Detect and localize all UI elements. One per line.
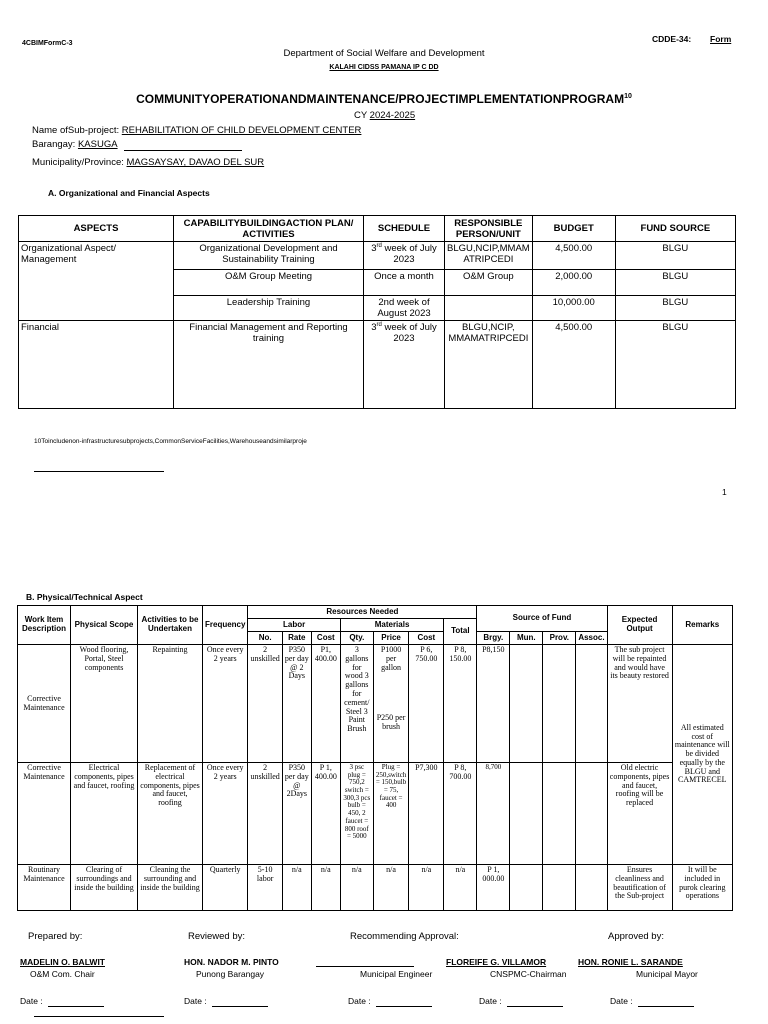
total-cell: P 8, 700.00 — [444, 763, 477, 865]
table-header-row — [19, 216, 736, 242]
barangay-line — [32, 139, 118, 150]
scope-cell: Clearing of surroundings and inside the building — [71, 865, 138, 911]
activities-cell: Cleaning the surrounding and inside the building — [138, 865, 203, 911]
expected-cell: Ensures cleanliness and beautification of the Sub-project — [607, 865, 672, 911]
work-cell: Corrective Maintenance — [18, 763, 71, 865]
schedule-cell: 3rd week of July 2023 — [364, 321, 445, 409]
col-expected: Expected Output — [607, 606, 672, 645]
price-cell: Plug = 250,switch = 150,bulb = 75, faucet = 400 — [373, 763, 409, 865]
schedule-cell: 2nd week of August 2023 — [364, 296, 445, 321]
fund-cell: BLGU — [615, 242, 735, 270]
rate-cell: n/a — [282, 865, 311, 911]
schedule-cell: Once a month — [364, 270, 445, 296]
fund-cell: BLGU — [615, 296, 735, 321]
subproject-label: Name ofSub-project: — [32, 125, 120, 136]
activities-cell: Repainting — [138, 645, 203, 763]
col-total: Total — [444, 619, 477, 645]
lcost-cell: P1, 400.00 — [311, 645, 340, 763]
col-prov: Prov. — [543, 632, 576, 645]
cy-label: CY — [354, 110, 368, 121]
frequency-cell: Once every 2 years — [203, 645, 248, 763]
remarks-cell: It will be included in purok clearing operations — [672, 865, 732, 911]
work-cell: Corrective Maintenance — [18, 645, 71, 763]
section-b-heading: B. Physical/Technical Aspect — [26, 592, 143, 602]
form-label: Form — [710, 34, 732, 44]
table-header-row — [18, 606, 733, 619]
date-field[interactable] — [348, 996, 371, 1006]
responsible-cell: BLGU,NCIP, MMAMATRIPCEDI — [445, 321, 533, 409]
mcost-cell: P 6, 750.00 — [409, 645, 444, 763]
rate-cell: P350 per day @ 2Days — [282, 763, 311, 865]
brgy-cell: 8,700 — [477, 763, 510, 865]
lcost-cell: P 1, 400.00 — [311, 763, 340, 865]
subproject-line — [32, 125, 361, 136]
col-budget: BUDGET — [532, 216, 615, 242]
signatory-name: HON. RONIE L. SARANDE — [578, 957, 683, 967]
budget-cell: 4,500.00 — [532, 242, 615, 270]
aspect-cell: Financial — [19, 321, 174, 409]
program-name: KALAHI CIDSS PAMANA IP C DD — [329, 64, 439, 71]
col-remarks: Remarks — [672, 606, 732, 645]
physical-technical-table — [17, 605, 733, 911]
subproject-value: REHABILITATION OF CHILD DEVELOPMENT CENTER — [121, 125, 362, 136]
mcost-cell: n/a — [409, 865, 444, 911]
date-label: Date : — [184, 996, 207, 1006]
reviewed-label: Reviewed by: — [188, 931, 246, 942]
col-mcost: Cost — [409, 632, 444, 645]
assoc-cell — [576, 865, 607, 911]
table-row — [18, 763, 733, 865]
col-fund-source: FUND SOURCE — [615, 216, 735, 242]
qty-cell: 3 gallons for wood 3 gallons for cement/ Steel 3 Paint Brush — [340, 645, 373, 763]
lcost-cell: n/a — [311, 865, 340, 911]
col-mun: Mun. — [510, 632, 543, 645]
col-activities: Activities to be Undertaken — [138, 606, 203, 645]
section-a-heading: A. Organizational and Financial Aspects — [48, 188, 210, 198]
brgy-cell: P8,150 — [477, 645, 510, 763]
table-row — [18, 645, 733, 763]
table-row — [18, 865, 733, 911]
signatory-role: Municipal Engineer — [360, 969, 433, 979]
prov-cell — [543, 763, 576, 865]
form-code-left: 4CBIMFormC-3 — [22, 40, 73, 47]
date-field[interactable] — [479, 996, 502, 1006]
recommending-label: Recommending Approval: — [350, 931, 459, 942]
activity-cell: Financial Management and Reporting training — [174, 321, 364, 409]
org-financial-table — [18, 215, 736, 409]
col-assoc: Assoc. — [576, 632, 607, 645]
fund-cell: BLGU — [615, 270, 735, 296]
mcost-cell: P7,300 — [409, 763, 444, 865]
remarks-cell: All estimated cost of maintenance will be divided equally by the BLGU and CAMTRECEL — [672, 645, 732, 865]
municipality-value: MAGSAYSAY, DAVAO DEL SUR — [126, 157, 265, 168]
signatory-name: MADELIN O. BALWIT — [20, 957, 105, 967]
col-physical-scope: Physical Scope — [71, 606, 138, 645]
signatory-role: Punong Barangay — [196, 969, 265, 979]
prov-cell — [543, 645, 576, 763]
aspect-cell: Organizational Aspect/ Management — [19, 242, 174, 321]
budget-cell: 4,500.00 — [532, 321, 615, 409]
col-work-item: Work Item Description — [18, 606, 71, 645]
prov-cell — [543, 865, 576, 911]
price-cell: n/a — [373, 865, 409, 911]
approved-label: Approved by: — [608, 931, 664, 942]
col-schedule: SCHEDULE — [364, 216, 445, 242]
date-field[interactable] — [184, 996, 207, 1006]
mun-cell — [510, 763, 543, 865]
qty-cell: n/a — [340, 865, 373, 911]
signatory-role: O&M Com. Chair — [30, 969, 95, 979]
col-materials: Materials — [340, 619, 444, 632]
date-label: Date : — [348, 996, 371, 1006]
date-field[interactable] — [20, 996, 43, 1006]
page-number: 1 — [722, 487, 727, 497]
form-code-right: CDDE-34: — [652, 34, 692, 44]
expected-cell: Old electric components, pipes and faucet, roofing will be replaced — [607, 763, 672, 865]
qty-cell: 3 psc plug = 750,2 switch = 300,3 pcs bulb = 450, 2 faucet = 800 roof = 5000 — [340, 763, 373, 865]
municipality-line — [32, 157, 264, 168]
price-cell — [373, 645, 409, 763]
work-cell: Routinary Maintenance — [18, 865, 71, 911]
cy-line — [354, 110, 415, 121]
mun-cell — [510, 865, 543, 911]
col-brgy: Brgy. — [477, 632, 510, 645]
barangay-value: KASUGA — [77, 139, 118, 150]
fund-cell: BLGU — [615, 321, 735, 409]
signatory-name: HON. NADOR M. PINTO — [184, 957, 279, 967]
scope-cell: Wood flooring, Portal, Steel components — [71, 645, 138, 763]
table-row — [19, 321, 736, 409]
no-cell: 5-10 labor — [248, 865, 282, 911]
date-label: Date : — [610, 996, 633, 1006]
municipality-label: Municipality/Province: — [32, 157, 124, 168]
page-title-text: COMMUNITYOPERATIONANDMAINTENANCE/PROJECTIMPLEMENTATIONPROGRAM — [136, 92, 625, 106]
col-cost: Cost — [311, 632, 340, 645]
expected-cell: The sub project will be repainted and would have its beauty restored — [607, 645, 672, 763]
prepared-label: Prepared by: — [28, 931, 83, 942]
col-responsible: RESPONSIBLE PERSON/UNIT — [445, 216, 533, 242]
cy-value: 2024-2025 — [369, 110, 416, 121]
signatory-name: FLOREIFE G. VILLAMOR — [446, 957, 547, 967]
no-cell: 2 unskilled — [248, 763, 282, 865]
col-aspects: ASPECTS — [19, 216, 174, 242]
title-footnote-mark: 10 — [624, 93, 632, 100]
col-source: Source of Fund — [477, 606, 607, 632]
date-label: Date : — [479, 996, 502, 1006]
footnote: 10Toincludenon-infrastructuresubprojects,CommonServiceFacilities,Warehouseandsimilarproje — [34, 438, 307, 445]
budget-cell: 2,000.00 — [532, 270, 615, 296]
col-frequency: Frequency — [203, 606, 248, 645]
responsible-cell: BLGU,NCIP,MMAM ATRIPCEDI — [445, 242, 533, 270]
total-cell: n/a — [444, 865, 477, 911]
department-name: Department of Social Welfare and Development — [283, 48, 485, 59]
activity-cell: Organizational Development and Sustainability Training — [174, 242, 364, 270]
col-no: No. — [248, 632, 282, 645]
brgy-cell: P 1, 000.00 — [477, 865, 510, 911]
activity-cell: Leadership Training — [174, 296, 364, 321]
barangay-label: Barangay: — [32, 139, 76, 150]
mun-cell — [510, 645, 543, 763]
date-label: Date : — [20, 996, 43, 1006]
col-labor: Labor — [248, 619, 340, 632]
signatory-role: Municipal Mayor — [636, 969, 698, 979]
activity-cell: O&M Group Meeting — [174, 270, 364, 296]
frequency-cell: Once every 2 years — [203, 763, 248, 865]
col-rate: Rate — [282, 632, 311, 645]
price-line: P1000 per gallon — [380, 645, 402, 672]
col-qty: Qty. — [340, 632, 373, 645]
col-price: Price — [373, 632, 409, 645]
frequency-cell: Quarterly — [203, 865, 248, 911]
page-title — [0, 92, 768, 106]
activities-cell: Replacement of electrical components, pipes and faucet, roofing — [138, 763, 203, 865]
budget-cell: 10,000.00 — [532, 296, 615, 321]
total-cell: P 8, 150.00 — [444, 645, 477, 763]
assoc-cell — [576, 763, 607, 865]
table-row — [19, 242, 736, 270]
col-activities: CAPABILITYBUILDINGACTION PLAN/ ACTIVITIES — [174, 216, 364, 242]
responsible-cell — [445, 296, 533, 321]
schedule-cell: 3rd week of July 2023 — [364, 242, 445, 270]
date-field[interactable] — [610, 996, 633, 1006]
assoc-cell — [576, 645, 607, 763]
no-cell: 2 unskilled — [248, 645, 282, 763]
rate-cell: P350 per day @ 2 Days — [282, 645, 311, 763]
scope-cell: Electrical components, pipes and faucet, roofing — [71, 763, 138, 865]
responsible-cell: O&M Group — [445, 270, 533, 296]
price-line-2: P250 per brush — [376, 713, 406, 732]
col-resources: Resources Needed — [248, 606, 477, 619]
signatory-role: CNSPMC-Chairman — [490, 969, 567, 979]
